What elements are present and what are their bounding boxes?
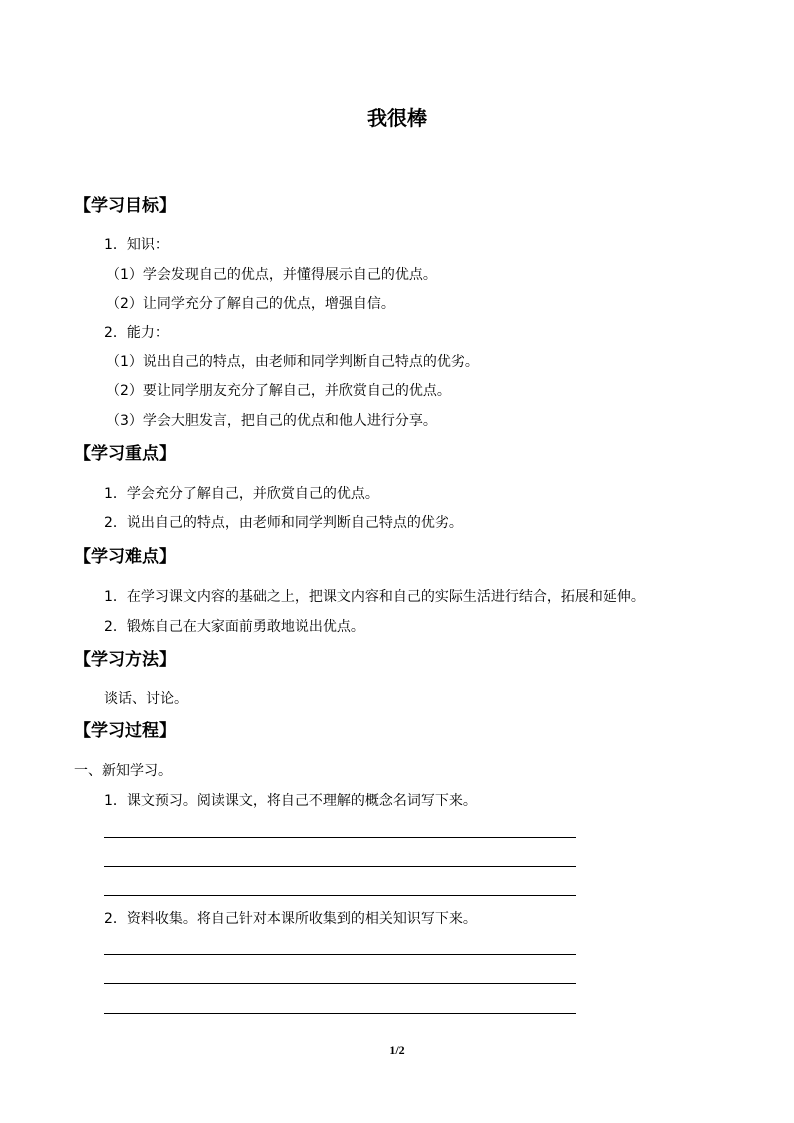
section-heading-process: 【学习过程】 (74, 721, 176, 741)
goals-line: （1）说出自己的特点，由老师和同学判断自己特点的优劣。 (106, 354, 479, 370)
goals-line: （2）让同学充分了解自己的优点，增强自信。 (106, 296, 395, 312)
goals-line: （2）要让同学朋友充分了解自己，并欣赏自己的优点。 (106, 383, 451, 399)
methods-line: 谈话、讨论。 (104, 691, 188, 707)
difficulties-line: 1．在学习课文内容的基础之上，把课文内容和自己的实际生活进行结合，拓展和延伸。 (104, 589, 645, 605)
key-points-line: 1．学会充分了解自己，并欣赏自己的优点。 (104, 486, 379, 502)
section-heading-key-points: 【学习重点】 (74, 444, 176, 464)
answer-line[interactable] (104, 983, 576, 984)
goals-line: 2．能力： (104, 325, 169, 341)
answer-line[interactable] (104, 895, 576, 896)
section-heading-methods: 【学习方法】 (74, 650, 176, 670)
answer-line[interactable] (104, 1013, 576, 1014)
key-points-line: 2．说出自己的特点，由老师和同学判断自己特点的优劣。 (104, 515, 463, 531)
answer-line[interactable] (104, 954, 576, 955)
goals-line: （1）学会发现自己的优点，并懂得展示自己的优点。 (106, 267, 437, 283)
process-task-2: 2．资料收集。将自己针对本课所收集到的相关知识写下来。 (104, 911, 477, 927)
goals-line: 1．知识： (104, 237, 169, 253)
section-heading-goals: 【学习目标】 (74, 196, 176, 216)
answer-line[interactable] (104, 837, 576, 838)
process-part-heading: 一、新知学习。 (74, 763, 172, 779)
answer-line[interactable] (104, 866, 576, 867)
page-number: 1/2 (389, 1043, 405, 1057)
process-task-1: 1．课文预习。阅读课文，将自己不理解的概念名词写下来。 (104, 793, 477, 809)
section-heading-difficulties: 【学习难点】 (74, 547, 176, 567)
difficulties-line: 2．锻炼自己在大家面前勇敢地说出优点。 (104, 619, 365, 635)
goals-line: （3）学会大胆发言，把自己的优点和他人进行分享。 (106, 413, 437, 429)
page-title: 我很棒 (367, 106, 427, 130)
